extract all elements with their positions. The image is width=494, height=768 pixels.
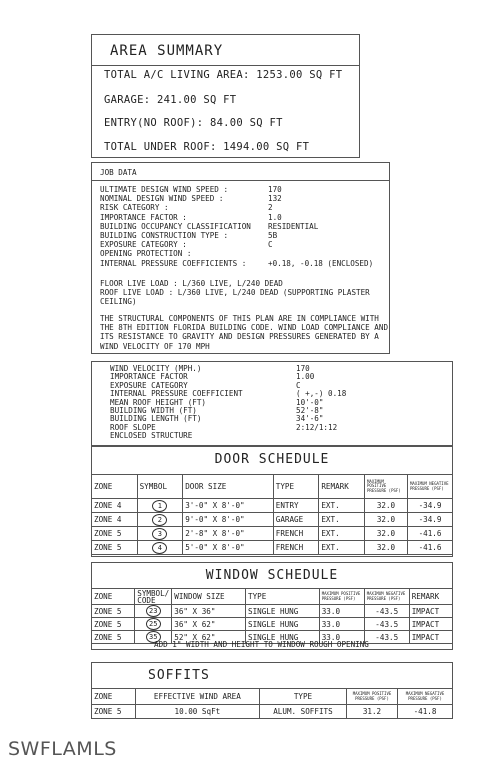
compliance-statement: THE STRUCTURAL COMPONENTS OF THIS PLAN ARE IN COMPLIANCE WITH THE 8TH EDITION FLORIDA BUILDING CODE. WIND LOAD COMPLIANCE AND ITS RESISTANCE TO GRAVITY AND DESIGN PRESSURES GENERATED BY A WIND VELOCITY OF 170 MPH xyxy=(100,314,389,351)
door-symbol: 1 xyxy=(152,500,167,512)
area-line: ENTRY(NO ROOF): 84.00 SQ FT xyxy=(104,117,283,129)
window-note: ADD 1" WIDTH AND HEIGHT TO WINDOW ROUGH OPENING xyxy=(154,640,369,649)
job-data-box xyxy=(91,162,390,354)
column-header: MAXIMUM NEGATIVE PRESSURE (PSF) xyxy=(408,475,453,499)
column-header: REMARK xyxy=(319,475,365,499)
table-header-row xyxy=(92,689,453,705)
job-data-row: IMPORTANCE FACTOR : 1.0 xyxy=(100,212,282,222)
window-schedule-box xyxy=(91,562,453,650)
job-data-row: OPENING PROTECTION : xyxy=(100,249,192,259)
table-row: ZONE 4 2 9'-0" X 8'-0" GARAGE EXT. 32.0 -34.9 xyxy=(92,513,453,527)
job-data-row: RISK CATEGORY : 2 xyxy=(100,203,273,213)
wind-data-row: BUILDING LENGTH (FT) 34'-6" xyxy=(110,414,324,424)
job-data-row: ULTIMATE DESIGN WIND SPEED : 170 xyxy=(100,185,282,194)
wind-data-row: BUILDING WIDTH (FT) 52'-8" xyxy=(110,406,324,416)
column-header: TYPE xyxy=(246,589,320,605)
live-load-text: FLOOR LIVE LOAD : L/360 LIVE, L/240 DEAD ROOF LIVE LOAD : L/360 LIVE, L/240 DEAD (SUPPORTING PLASTER CEILING) xyxy=(100,279,370,307)
door-symbol: 2 xyxy=(152,514,167,526)
wind-data-row: MEAN ROOF HEIGHT (FT) 10'-0" xyxy=(110,397,324,407)
wind-data-row: WIND VELOCITY (MPH.) 170 xyxy=(110,364,310,373)
column-header: TYPE xyxy=(273,475,319,499)
window-symbol: 23 xyxy=(146,605,161,617)
column-header: SYMBOL xyxy=(137,475,183,499)
area-summary-title: AREA SUMMARY xyxy=(110,43,224,59)
wind-data-row: ROOF SLOPE 2:12/1:12 xyxy=(110,422,338,432)
job-data-row: EXPOSURE CATEGORY : C xyxy=(100,240,273,250)
wind-data-row: EXPOSURE CATEGORY C xyxy=(110,380,301,390)
job-data-row: BUILDING CONSTRUCTION TYPE : 5B xyxy=(100,231,278,241)
soffits-table xyxy=(91,688,453,719)
job-data-list xyxy=(100,185,373,268)
column-header: MAXIMUM NEGATIVE PRESSURE (PSF) xyxy=(398,689,453,705)
column-header: MAXIMUM POSITIVE PRESSURE (PSF) xyxy=(365,475,408,499)
area-summary-box xyxy=(91,34,360,158)
door-schedule-box xyxy=(91,446,453,557)
door-schedule-title: DOOR SCHEDULE xyxy=(214,452,330,467)
job-data-header: JOB DATA xyxy=(100,168,137,177)
window-schedule-title: WINDOW SCHEDULE xyxy=(205,568,339,583)
column-header: EFFECTIVE WIND AREA xyxy=(135,689,259,705)
mls-watermark: SWFLAMLS xyxy=(8,738,117,760)
column-header: TYPE xyxy=(259,689,346,705)
table-row: ZONE 5 3 2'-8" X 8'-0" FRENCH EXT. 32.0 -41.6 xyxy=(92,527,453,541)
column-header: REMARK xyxy=(409,589,452,605)
table-row: ZONE 5 23 36" X 36" SINGLE HUNG 33.0 -43.5 IMPACT xyxy=(92,605,453,618)
wind-data-row: ENCLOSED STRUCTURE xyxy=(110,431,193,441)
soffits-title: SOFFITS xyxy=(148,668,210,683)
table-row: ZONE 5 25 36" X 62" SINGLE HUNG 33.0 -43.5 IMPACT xyxy=(92,618,453,631)
wind-data-row: IMPORTANCE FACTOR 1.00 xyxy=(110,372,315,382)
job-data-row: BUILDING OCCUPANCY CLASSIFICATION RESIDENTIAL xyxy=(100,221,319,231)
table-row: ZONE 4 1 3'-0" X 8'-0" ENTRY EXT. 32.0 -34.9 xyxy=(92,499,453,513)
area-line: TOTAL A/C LIVING AREA: 1253.00 SQ FT xyxy=(104,69,343,81)
table-row: ZONE 5 10.00 SqFt ALUM. SOFFITS 31.2 -41.8 xyxy=(92,705,453,719)
soffits-box xyxy=(91,662,453,719)
column-header: MAXIMUM POSITIVE PRESSURE (PSF) xyxy=(319,589,364,605)
window-schedule-table xyxy=(91,588,453,644)
door-symbol: 4 xyxy=(152,542,167,554)
area-line: GARAGE: 241.00 SQ FT xyxy=(104,94,237,106)
job-data-row: NOMINAL DESIGN WIND SPEED : 132 xyxy=(100,194,282,204)
column-header: ZONE xyxy=(92,475,138,499)
table-header-row xyxy=(92,589,453,605)
divider xyxy=(92,65,359,66)
table-row: ZONE 5 4 5'-0" X 8'-0" FRENCH EXT. 32.0 -41.6 xyxy=(92,541,453,555)
column-header: MAXIMUM NEGATIVE PRESSURE (PSF) xyxy=(364,589,409,605)
area-line: TOTAL UNDER ROOF: 1494.00 SQ FT xyxy=(104,141,310,153)
column-header: ZONE xyxy=(92,589,135,605)
column-header: ZONE xyxy=(92,689,136,705)
wind-data-row: INTERNAL PRESSURE COEFFICIENT ( +,-) 0.18 xyxy=(110,389,347,399)
job-data-row: INTERNAL PRESSURE COEFFICIENTS : +0.18, -0.18 (ENCLOSED) xyxy=(100,258,374,268)
wind-data-list xyxy=(110,365,346,441)
wind-data-box xyxy=(91,361,453,446)
divider xyxy=(92,180,389,181)
window-symbol: 35 xyxy=(146,631,161,643)
column-header: SYMBOL/ CODE xyxy=(135,589,172,605)
door-schedule-table xyxy=(91,474,453,555)
table-header-row xyxy=(92,475,453,499)
column-header: MAXIMUM POSITIVE PRESSURE (PSF) xyxy=(347,689,398,705)
window-symbol: 25 xyxy=(146,618,161,630)
column-header: DOOR SIZE xyxy=(183,475,274,499)
column-header: WINDOW SIZE xyxy=(172,589,246,605)
table-row: ZONE 5 35 52" X 62" SINGLE HUNG 33.0 -43.5 IMPACT xyxy=(92,631,453,644)
door-symbol: 3 xyxy=(152,528,167,540)
